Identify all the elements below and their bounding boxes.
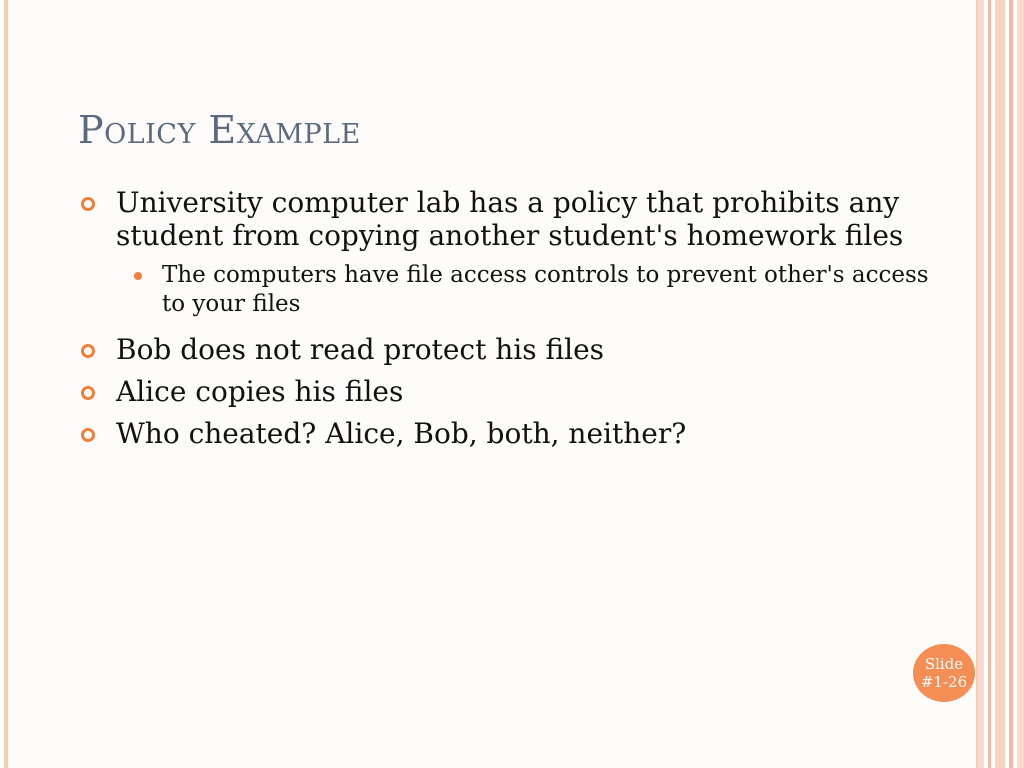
dot-bullet-icon [134,272,142,280]
bullet-text: Bob does not read protect his files [116,333,605,366]
list-item [78,417,958,450]
sub-list-item [78,261,958,319]
list-item [78,375,958,408]
ring-bullet-icon [81,344,95,358]
page-title: Policy Example [78,108,361,152]
slide-number-badge [913,644,975,702]
sub-bullet-text: The computers have file access controls to prevent other's access to your files [162,262,929,317]
bullet-text: University computer lab has a policy that prohibits any student from copying another student's homework files [116,186,904,252]
slide-number-label: Slide [924,655,964,673]
decorative-stripes [978,0,1024,768]
ring-bullet-icon [81,428,95,442]
bullet-text: Who cheated? Alice, Bob, both, neither? [116,417,687,450]
ring-bullet-icon [81,386,95,400]
bullet-list [78,186,958,459]
slide-number-value: #1-26 [920,673,968,691]
list-item [78,186,958,252]
bullet-text: Alice copies his files [116,375,404,408]
list-item [78,333,958,366]
ring-bullet-icon [81,197,95,211]
